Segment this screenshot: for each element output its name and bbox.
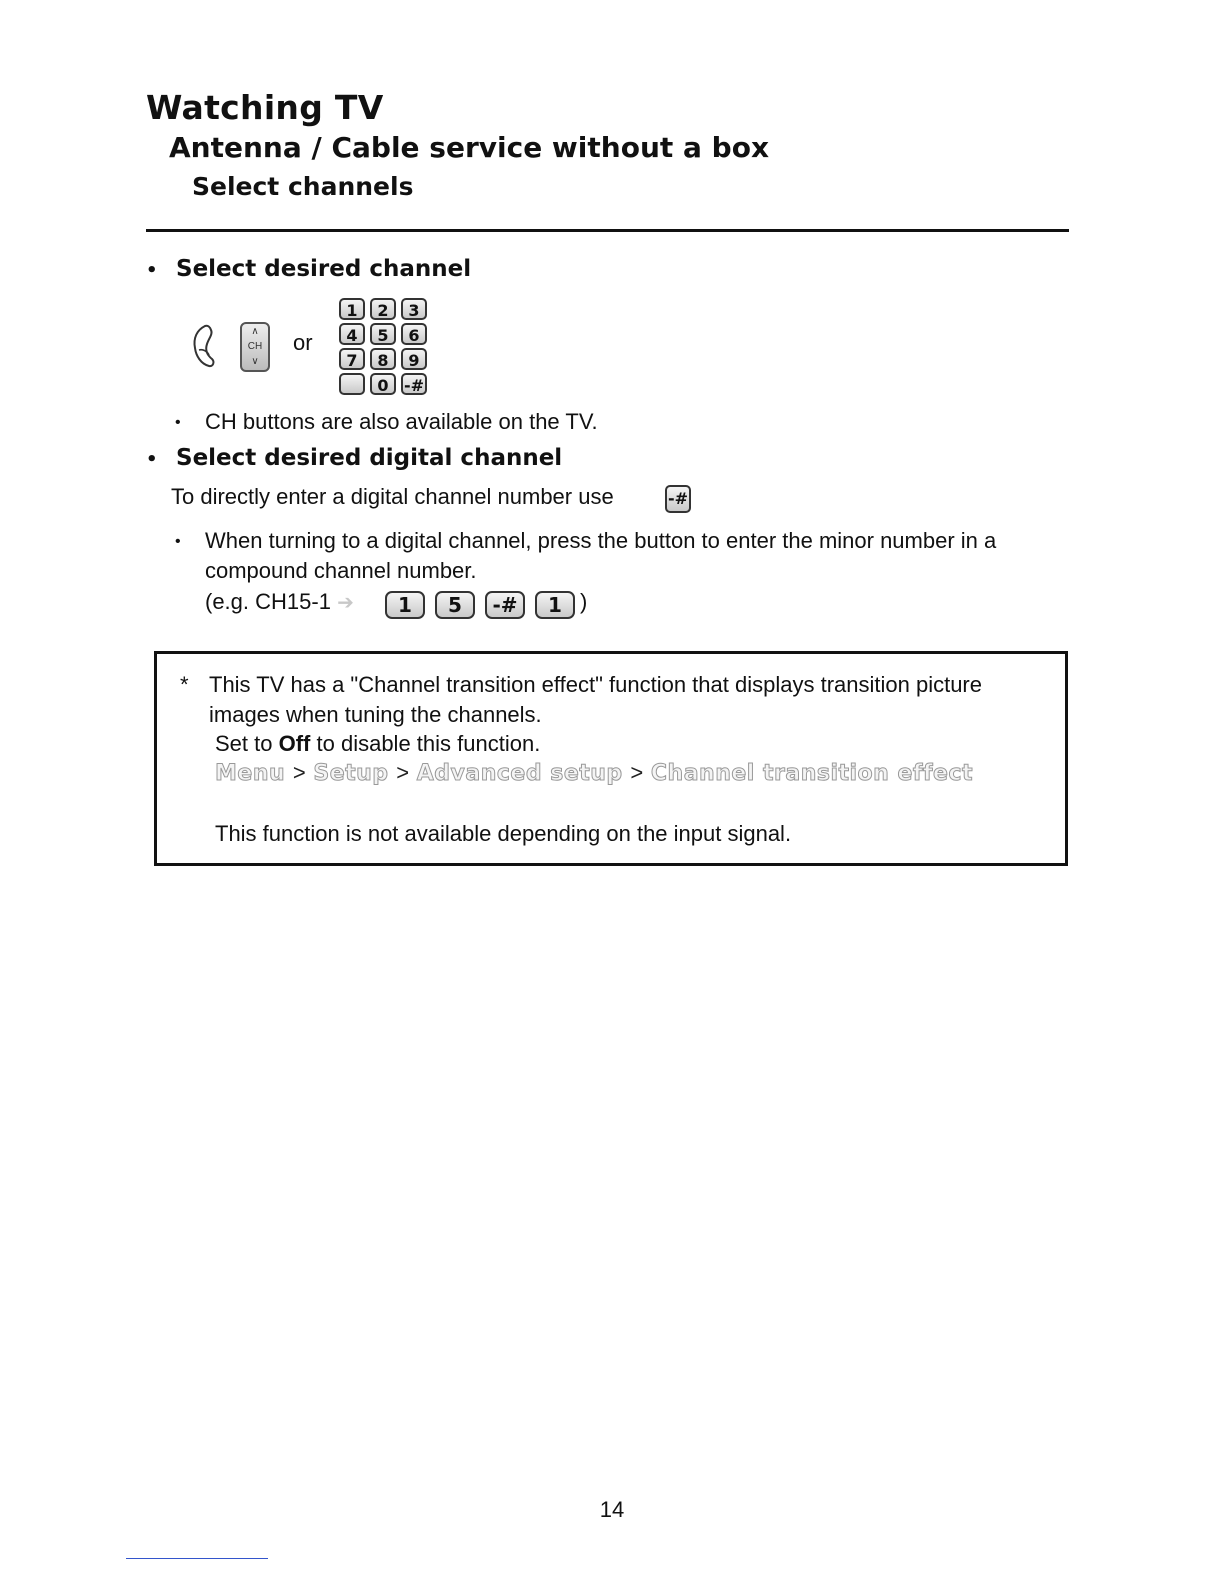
menu-path-separator: > bbox=[630, 760, 644, 785]
arrow-right-icon: ➔ bbox=[337, 592, 354, 614]
keypad-key-2[interactable]: 2 bbox=[370, 298, 396, 320]
digital-note-line2: compound channel number. bbox=[205, 558, 477, 583]
section-title: Select channels bbox=[192, 172, 414, 201]
ch-note: • CH buttons are also available on the TV. bbox=[175, 409, 598, 434]
last-key-button[interactable] bbox=[339, 373, 365, 395]
note-line3: Set to Off to disable this function. bbox=[215, 731, 541, 756]
bullet-icon: • bbox=[146, 260, 158, 281]
chevron-down-icon: ∨ bbox=[251, 356, 259, 367]
ch-label: CH bbox=[247, 341, 263, 352]
keypad-key-6[interactable]: 6 bbox=[401, 323, 427, 345]
select-digital-heading: • Select desired digital channel bbox=[146, 445, 563, 471]
example-key-5: 5 bbox=[435, 591, 475, 619]
off-setting-label: Off bbox=[278, 731, 311, 756]
example-key-1: 1 bbox=[535, 591, 575, 619]
page-title: Watching TV bbox=[146, 88, 384, 127]
note-asterisk: * bbox=[180, 672, 189, 697]
chevron-up-icon: ∧ bbox=[251, 326, 259, 337]
example-prefix: (e.g. CH15-1 ➔ bbox=[205, 589, 354, 614]
keypad-key-dash[interactable]: -# bbox=[401, 373, 427, 395]
keypad-key-4[interactable]: 4 bbox=[339, 323, 365, 345]
menu-path bbox=[215, 760, 973, 786]
keypad-key-1[interactable]: 1 bbox=[339, 298, 365, 320]
menu-path-item-setup: Setup bbox=[313, 761, 389, 786]
keypad-key-7[interactable]: 7 bbox=[339, 348, 365, 370]
keypad-key-9[interactable]: 9 bbox=[401, 348, 427, 370]
keypad-key-0[interactable]: 0 bbox=[370, 373, 396, 395]
or-label: or bbox=[293, 330, 313, 355]
menu-path-separator: > bbox=[292, 760, 306, 785]
bullet-icon: • bbox=[175, 414, 181, 431]
example-key-1: 1 bbox=[385, 591, 425, 619]
press-hand-icon bbox=[187, 322, 221, 370]
note-line2: images when tuning the channels. bbox=[209, 702, 542, 727]
page-subtitle: Antenna / Cable service without a box bbox=[169, 131, 770, 164]
menu-path-item-advanced-setup: Advanced setup bbox=[416, 761, 623, 786]
bullet-icon: • bbox=[146, 449, 158, 470]
note-line1: This TV has a "Channel transition effect" function that displays transition picture bbox=[209, 672, 982, 697]
menu-path-item-channel-transition-effect: Channel transition effect bbox=[650, 761, 974, 786]
keypad-key-5[interactable]: 5 bbox=[370, 323, 396, 345]
example-key-dash: -# bbox=[485, 591, 525, 619]
keypad-key-8[interactable]: 8 bbox=[370, 348, 396, 370]
divider bbox=[146, 229, 1069, 232]
digital-note-line1: • When turning to a digital channel, press the button to enter the minor number in a bbox=[175, 528, 997, 553]
digital-intro: To directly enter a digital channel number use bbox=[171, 484, 614, 509]
footer-line bbox=[126, 1558, 268, 1559]
select-channel-heading: • Select desired channel bbox=[146, 256, 472, 282]
keypad-key-3[interactable]: 3 bbox=[401, 298, 427, 320]
example-suffix: ) bbox=[580, 589, 588, 614]
dash-key-button[interactable]: -# bbox=[665, 485, 691, 513]
ch-rocker-button[interactable] bbox=[240, 322, 270, 372]
bullet-icon: • bbox=[175, 533, 181, 550]
page-number: 14 bbox=[599, 1497, 625, 1522]
menu-path-separator: > bbox=[396, 760, 410, 785]
note-line4: This function is not available depending on the input signal. bbox=[215, 821, 792, 846]
menu-path-item-menu: Menu bbox=[215, 761, 286, 786]
